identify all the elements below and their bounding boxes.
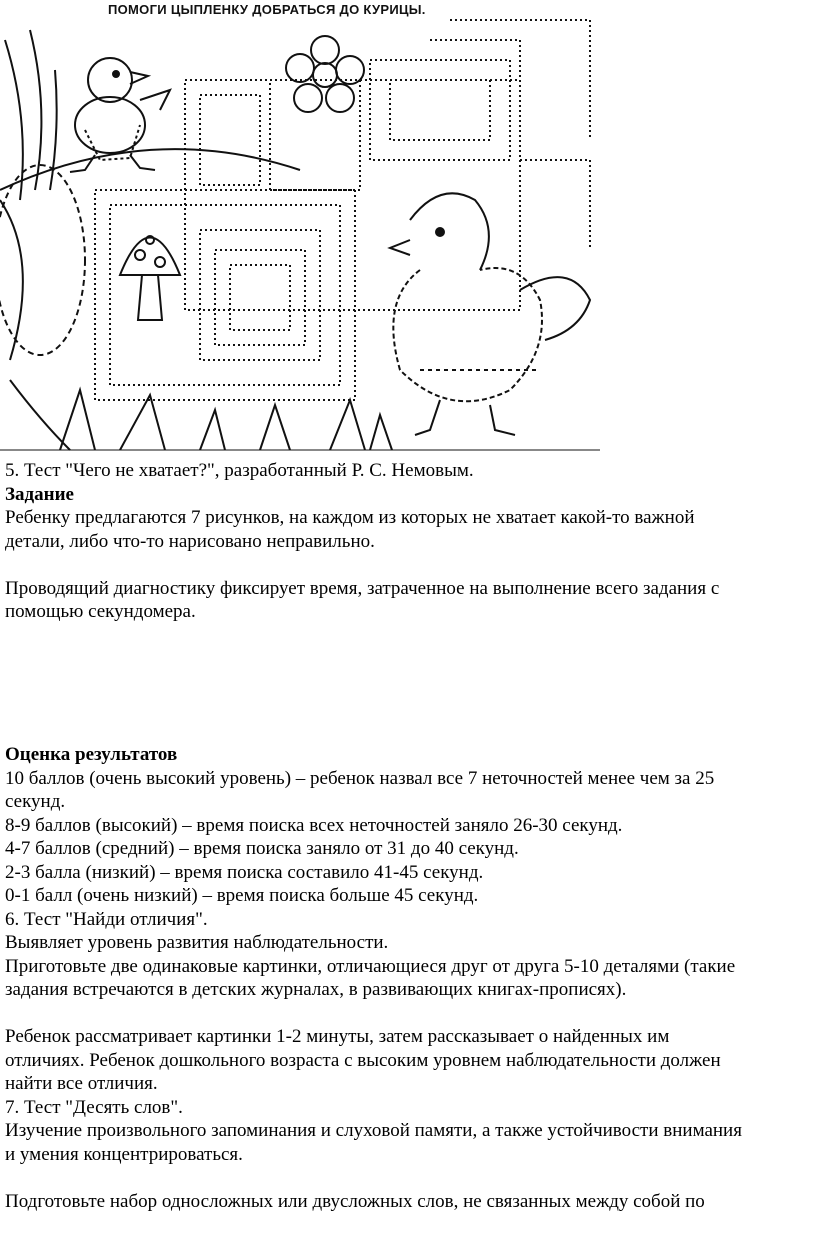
- flower-drawing: [286, 36, 364, 112]
- paragraph: секунд.: [5, 791, 66, 812]
- paragraph: 4-7 баллов (средний) – время поиска заняло от 31 до 40 секунд.: [5, 838, 519, 859]
- paragraph: помощью секундомера.: [5, 601, 196, 622]
- section7-heading: 7. Тест "Десять слов".: [5, 1096, 183, 1118]
- task-label: Задание: [5, 483, 74, 505]
- illustration-title: ПОМОГИ ЦЫПЛЕНКУ ДОБРАТЬСЯ ДО КУРИЦЫ.: [108, 2, 426, 17]
- paragraph: Проводящий диагностику фиксирует время, затраченное на выполнение всего задания с: [5, 577, 720, 599]
- paragraph: 10 баллов (очень высокий уровень) – ребенок назвал все 7 неточностей менее чем за 25: [5, 767, 715, 789]
- blank-line: [5, 553, 813, 577]
- paragraph: Приготовьте две одинаковые картинки, отличающиеся друг от друга 5-10 деталями (такие: [5, 955, 736, 977]
- paragraph: Ребенку предлагаются 7 рисунков, на каждом из которых не хватает какой-то важной: [5, 507, 695, 528]
- blank-line: [5, 1166, 813, 1190]
- maze-drawing: [95, 20, 590, 400]
- maze-illustration: [0, 0, 600, 458]
- paragraph: Выявляет уровень развития наблюдательности.: [5, 932, 389, 953]
- results-label: Оценка результатов: [5, 744, 178, 765]
- paragraph: детали, либо что-то нарисовано неправильно.: [5, 530, 375, 552]
- paragraph: Подготовьте набор односложных или двусложных слов, не связанных между собой по: [5, 1190, 705, 1212]
- paragraph: Изучение произвольного запоминания и слуховой памяти, а также устойчивости внимания: [5, 1120, 742, 1141]
- paragraph: 8-9 баллов (высокий) – время поиска всех неточностей заняло 26-30 секунд.: [5, 814, 623, 836]
- paragraph: и умения концентрироваться.: [5, 1143, 243, 1165]
- blank-line: [5, 1002, 813, 1026]
- leaves-drawing: [0, 30, 165, 450]
- paragraph: задания встречаются в детских журналах, в развивающих книгах-прописях).: [5, 979, 627, 1000]
- results-text: [5, 743, 813, 1213]
- paragraph: отличиях. Ребенок дошкольного возраста с высоким уровнем наблюдательности должен: [5, 1049, 721, 1071]
- document-text: [5, 459, 813, 624]
- chick-drawing: [70, 58, 170, 172]
- paragraph: найти все отличия.: [5, 1073, 158, 1094]
- hen-drawing: [390, 193, 590, 435]
- paragraph: Ребенок рассматривает картинки 1-2 минуты, затем рассказывает о найденных им: [5, 1026, 670, 1047]
- section6-heading: 6. Тест "Найди отличия".: [5, 908, 208, 930]
- section5-heading: 5. Тест "Чего не хватает?", разработанный Р. С. Немовым.: [5, 460, 474, 481]
- paragraph: 2-3 балла (низкий) – время поиска составило 41-45 секунд.: [5, 861, 484, 883]
- paragraph: 0-1 балл (очень низкий) – время поиска больше 45 секунд.: [5, 885, 479, 906]
- mushroom-drawing: [120, 236, 180, 320]
